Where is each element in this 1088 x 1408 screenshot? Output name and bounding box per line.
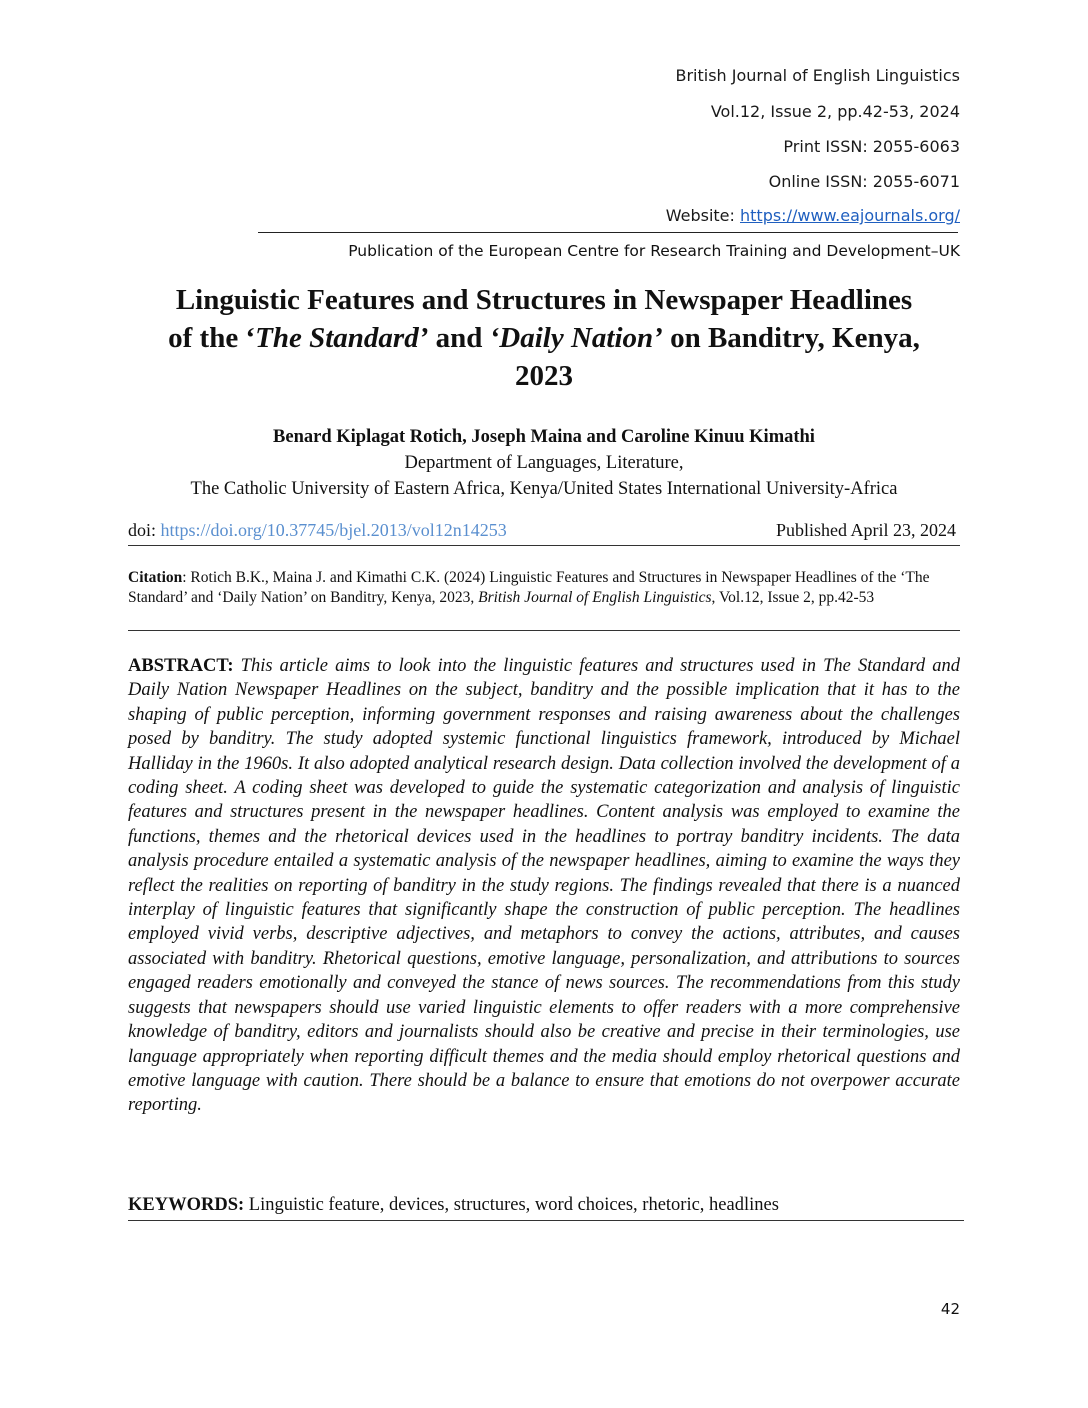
title-line-3: 2023 <box>515 360 573 392</box>
citation-journal: British Journal of English Linguistics <box>478 589 712 606</box>
website-line <box>666 206 960 225</box>
doi-row <box>128 520 960 541</box>
doi-divider <box>128 545 960 546</box>
citation-text: : Rotich B.K., Maina J. and Kimathi C.K. (2024) Linguistic Features and Structures in Newspaper Headlines of the ‘The Standard’ and ‘Daily Nation’ on Banditry, Kenya, 2023, <box>128 569 930 606</box>
title-standard: The Standard’ <box>255 322 429 354</box>
publisher-line: Publication of the European Centre for Research Training and Development–UK <box>348 242 960 260</box>
title-part: and <box>428 322 490 354</box>
website-label: Website: <box>665 206 740 225</box>
author-affiliation: The Catholic University of Eastern Africa, Kenya/United States International University-Africa <box>190 479 898 499</box>
print-issn: Print ISSN: 2055-6063 <box>783 137 960 156</box>
citation-block <box>128 568 960 608</box>
abstract <box>128 654 960 1118</box>
keywords <box>128 1195 960 1216</box>
doi-link[interactable]: https://doi.org/10.37745/bjel.2013/vol12n14253 <box>160 520 507 540</box>
website-link[interactable]: https://www.eajournals.org/ <box>740 206 960 225</box>
title-line-1: Linguistic Features and Structures in Newspaper Headlines <box>175 284 913 316</box>
title-part: of the ‘ <box>168 322 256 354</box>
citation-divider <box>128 630 960 631</box>
published-date: Published April 23, 2024 <box>775 520 956 540</box>
abstract-label: ABSTRACT: <box>128 656 234 676</box>
title-line-2 <box>128 319 960 357</box>
page-number: 42 <box>940 1300 960 1318</box>
doi <box>128 520 507 540</box>
header-divider <box>258 232 958 233</box>
author-department: Department of Languages, Literature, <box>404 453 684 473</box>
paper-title <box>128 281 960 395</box>
citation-label: Citation <box>128 569 183 586</box>
doi-label: doi: <box>128 520 161 540</box>
online-issn: Online ISSN: 2055-6071 <box>768 172 960 191</box>
author-names: Benard Kiplagat Rotich, Joseph Maina and Caroline Kinuu Kimathi <box>273 427 815 447</box>
keywords-label: KEYWORDS: <box>128 1195 245 1215</box>
journal-name: British Journal of English Linguistics <box>675 66 960 85</box>
title-nation: ‘Daily Nation’ <box>489 322 663 354</box>
keywords-divider <box>128 1220 964 1221</box>
abstract-text: This article aims to look into the linguistic features and structures used in The Standard and Daily Nation Newspaper Headlines on the subject, banditry and the possible implication that it has to the shaping of public perception, informing government responses and raising awareness about the challenges posed by banditry. The study adopted systemic functional linguistics framework, introduced by Michael Halliday in the 1960s. It also adopted analytical research design. Data collection involved the development of a coding sheet. A coding sheet was developed to guide the systematic categorization and analysis of linguistic features and structures present in the newspaper headlines. Content analysis was employed to examine the functions, themes and the rhetorical devices used in the headlines to portray banditry incidents. The data analysis procedure entailed a systematic analysis of the newspaper headlines, aiming to examine the ways they reflect the realities on reporting of banditry in the study regions. The findings revealed that there is a nuanced interplay of linguistic features that significantly shape the construction of public perception. The headlines employed vivid verbs, descriptive adjectives, and metaphors to convey the actions, attributes, and causes associated with banditry. Rhetorical questions, emotive language, personalization, and attributions to sources engaged readers emotionally and conveyed the stance of news sources. The recommendations from this study suggests that newspapers should use varied linguistic elements to offer readers with a more comprehensive knowledge of banditry, editors and journalists should also be creative and precise in their terminologies, use language appropriately when reporting difficult themes and the media should employ rhetorical questions and emotive language with caution. There should be a balance to ensure that emotions do not overpower accurate reporting. <box>128 656 960 1116</box>
author-block <box>128 424 960 502</box>
title-part: on Banditry, Kenya, <box>662 322 920 354</box>
volume-info: Vol.12, Issue 2, pp.42-53, 2024 <box>710 102 960 121</box>
citation-text-end: , Vol.12, Issue 2, pp.42-53 <box>711 589 875 606</box>
keywords-text: Linguistic feature, devices, structures, word choices, rhetoric, headlines <box>244 1195 779 1215</box>
